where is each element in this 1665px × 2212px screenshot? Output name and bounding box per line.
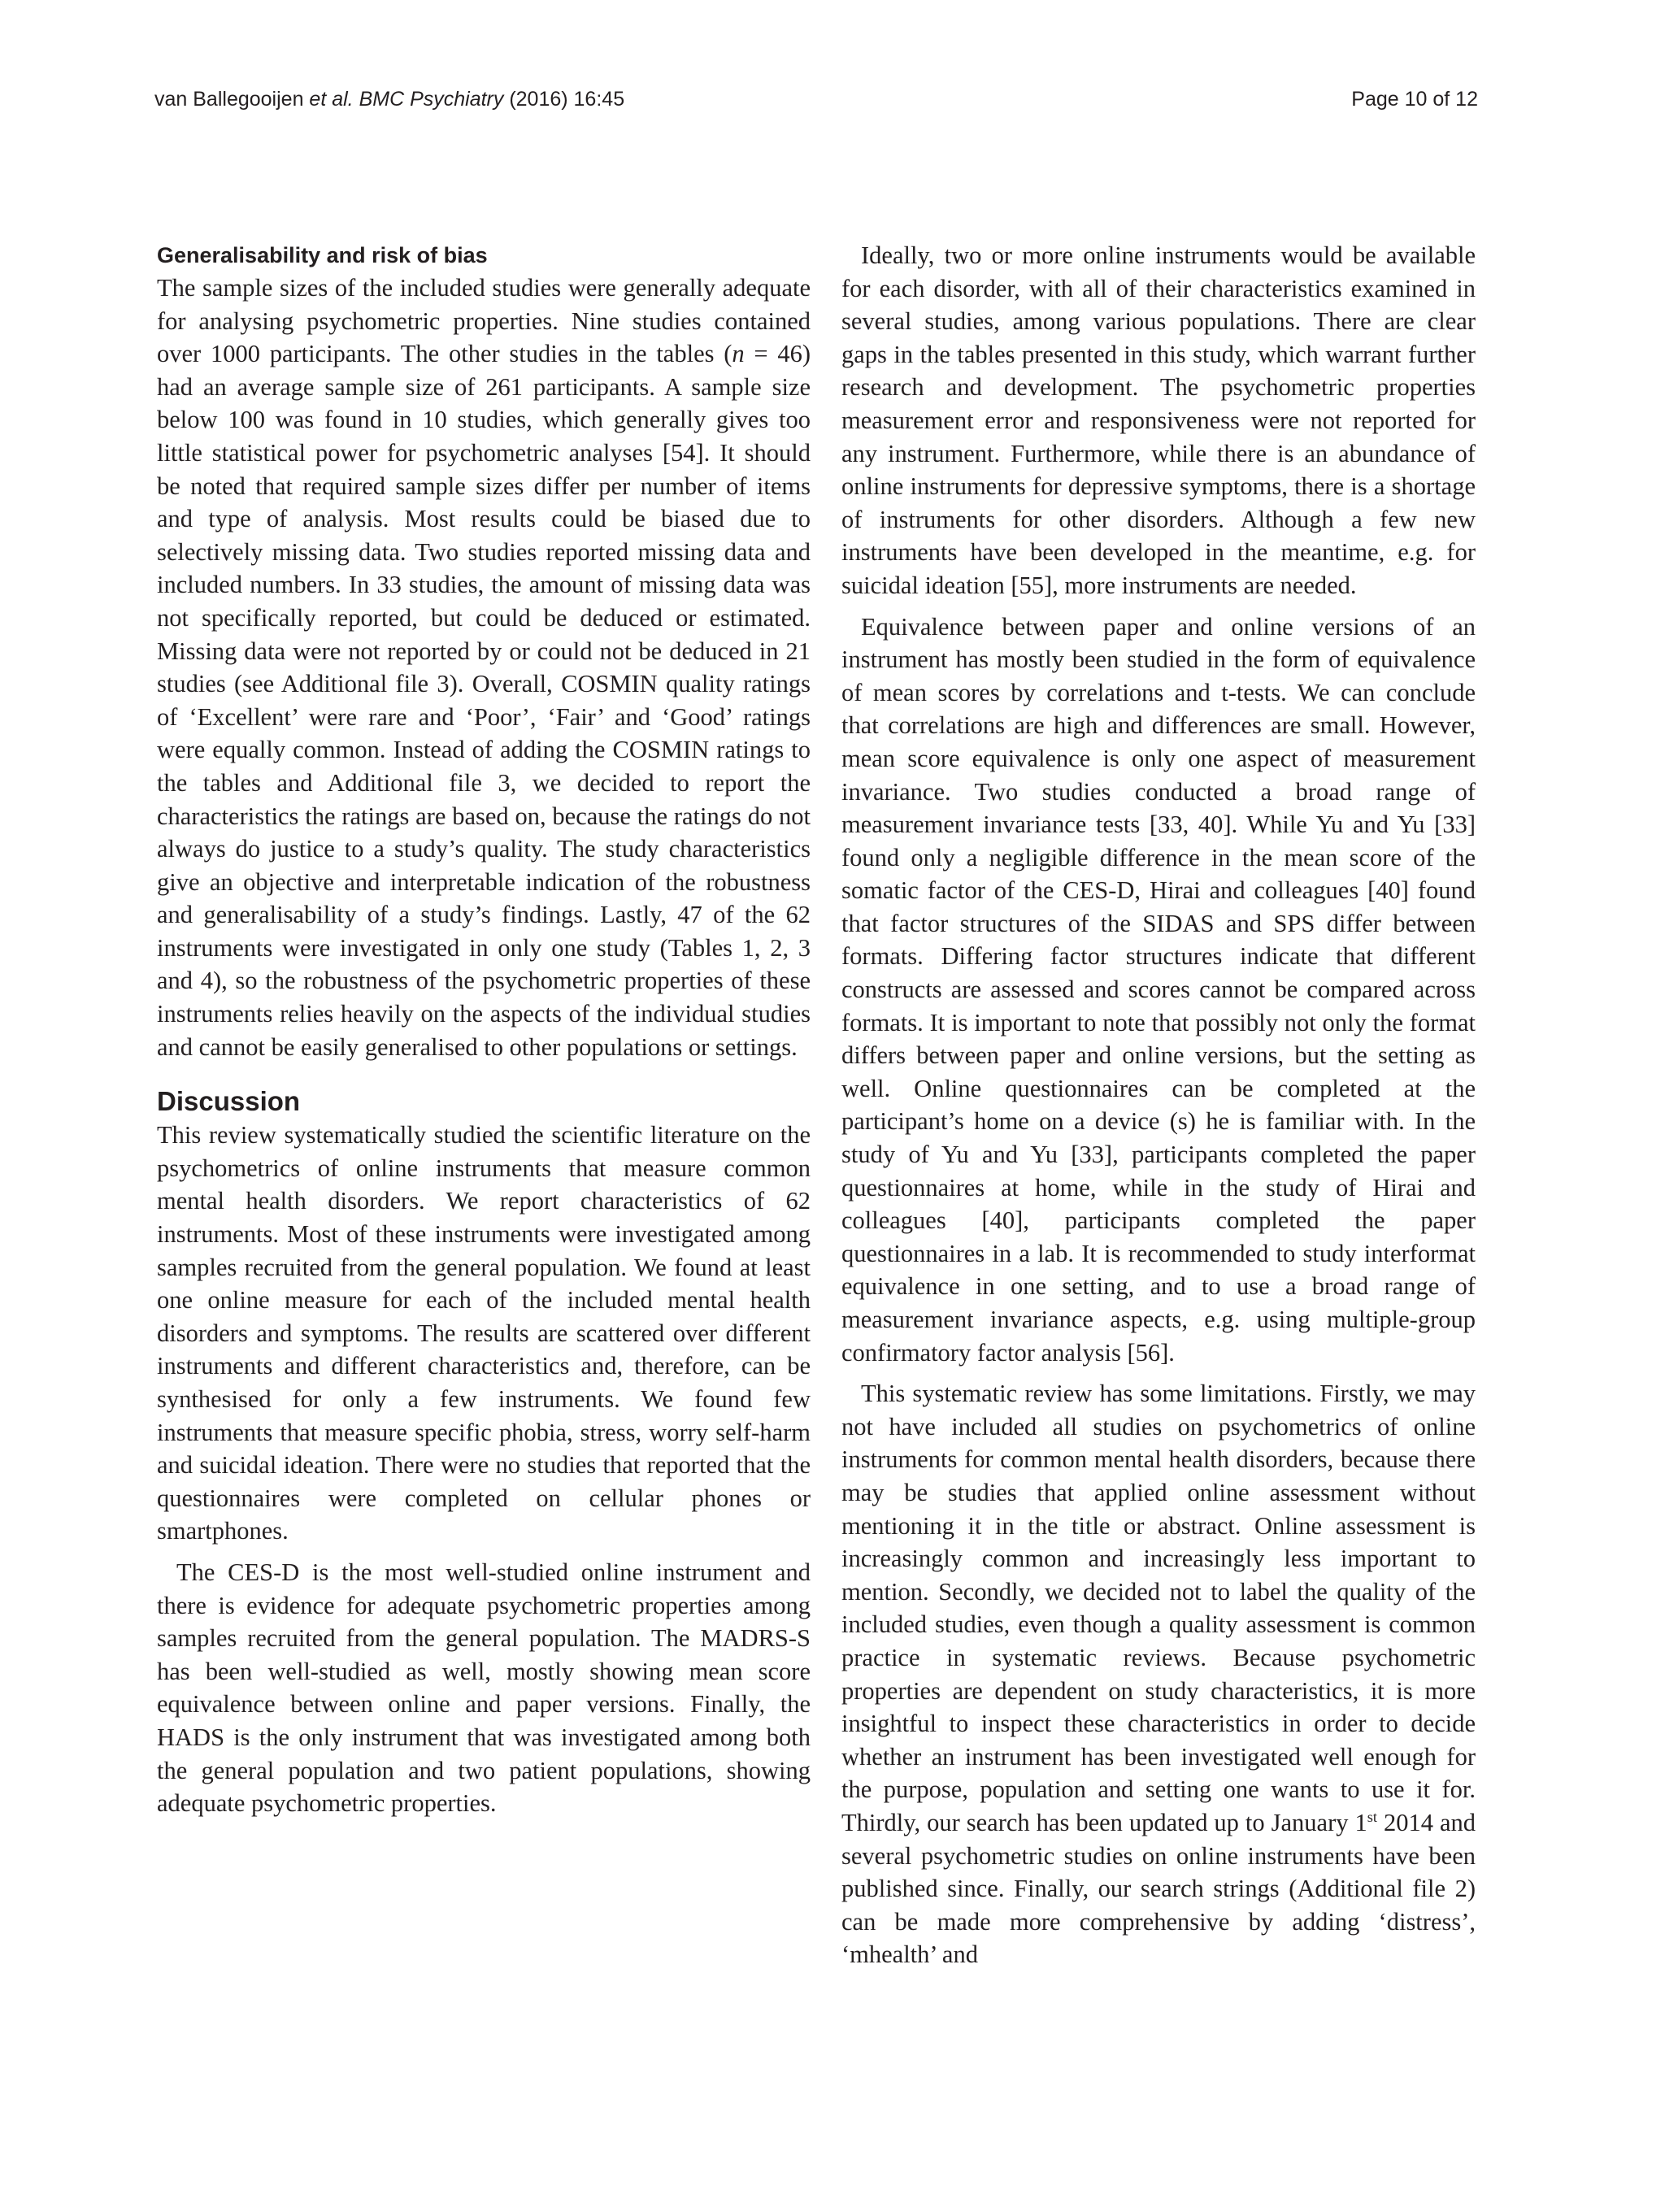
paragraph (157, 272, 811, 1063)
section-heading: Discussion (157, 1086, 301, 1117)
citation-authors: van Ballegooijen (154, 88, 310, 111)
paragraph-text: The sample sizes of the included studies were generally adequate for analysing psychometric properties. Nine studies contained over 1000 participants. The other studies in the tables ( (157, 274, 811, 368)
paragraph-text: = 46) had an average sample size of 261 participants. A sample size below 100 was found in 10 studies, which generally gives too little statistical power for psychometric analyses [54]. It should be noted that required sample sizes differ per number of items and type of analysis. Most results could be biased due to selectively missing data. Two studies reported missing data and included numbers. In 33 studies, the amount of missing data was not specifically reported, but could be deduced or estimated. Missing data were not reported by or could not be deduced in 21 studies (see Additional file 3). Overall, COSMIN quality ratings of ‘Excellent’ were rare and ‘Poor’, ‘Fair’ and ‘Good’ ratings were equally common. Instead of adding the COSMIN ratings to the tables and Additional file 3, we decided to report the characteristics the ratings are based on, because the ratings do not always do justice to a study’s quality. The study characteristics give an objective and interpretable indication of the robustness and generalisability of a study’s findings. Lastly, 47 of the 62 instruments were investigated in only one study (Tables 1, 2, 3 and 4), so the robustness of the psychometric properties of these instruments relies heavily on the aspects of the individual studies and cannot be easily generalised to other populations or settings. (157, 340, 811, 1061)
superscript: st (1367, 1808, 1377, 1825)
paragraph-text: This systematic review has some limitations. Firstly, we may not have included all studies on psychometrics of online instruments for common mental health disorders, because there may be studies that applied online assessment without mentioning it in the title or abstract. Online assessment is increasingly common and increasingly less important to mention. Secondly, we decided not to label the quality of the included studies, even though a quality assessment is common practice in systematic reviews. Because psychometric properties are dependent on study characteristics, it is more insightful to inspect these characteristics in order to decide whether an instrument has been investigated well enough for the purpose, population and setting one wants to use it for. Thirdly, our search has been updated up to January 1 (841, 1380, 1476, 1836)
paragraph: The CES-D is the most well-studied online instrument and there is evidence for adequate psychometric properties among samples recruited from the general population. The MADRS-S has been well-studied as well, mostly showing mean score equivalence between online and paper versions. Finally, the HADS is the only instrument that was investigated among both the general population and two patient populations, showing adequate psychometric properties. (157, 1558, 811, 1818)
paragraph (841, 1377, 1476, 1971)
subsection-heading: Generalisability and risk of bias (157, 243, 488, 267)
left-column (157, 239, 811, 1820)
paragraph: Equivalence between paper and online versions of an instrument has mostly been studied in the form of equivalence of mean scores by correlations and t-tests. We can conclude that correlations are high and differences are small. However, mean score equivalence is only one aspect of measurement invariance. Two studies conducted a broad range of measurement invariance tests [33, 40]. While Yu and Yu [33] found only a negligible difference in the mean score of the somatic factor of the CES-D, Hirai and colleagues [40] found that factor structures of the SIDAS and SPS differ between formats. Differing factor structures indicate that different constructs are assessed and scores cannot be compared across formats. It is important to note that possibly not only the format differs between paper and online versions, but the setting as well. Online questionnaires can be completed at the participant’s home on a device (s) he is familiar with. In the study of Yu and Yu [33], participants completed the paper questionnaires at home, while in the study of Hirai and colleagues [40], participants completed the paper questionnaires in a lab. It is recommended to study interformat equivalence in one setting, and to use a broad range of measurement invariance aspects, e.g. using multiple-group confirmatory factor analysis [56]. (841, 612, 1476, 1367)
page-number: Page 10 of 12 (1351, 88, 1478, 111)
citation-journal: et al. BMC Psychiatry (309, 88, 504, 111)
italic-symbol: n (732, 340, 745, 368)
right-column (841, 239, 1476, 1971)
paragraph-text: 2014 and several psychometric studies on online instruments have been published since. Finally, our search strings (Additional file 2) can be made more comprehensive by adding ‘distress’, ‘mhealth’ and (841, 1808, 1476, 1969)
citation-line (154, 86, 624, 112)
paragraph: Ideally, two or more online instruments would be available for each disorder, with all of their characteristics examined in several studies, among various populations. There are clear gaps in the tables presented in this study, which warrant further research and development. The psychometric properties measurement error and responsiveness were not reported for any instrument. Furthermore, while there is an abundance of online instruments for depressive symptoms, there is a shortage of instruments for other disorders. Although a few new instruments have been developed in the meantime, e.g. for suicidal ideation [55], more instruments are needed. (841, 241, 1476, 599)
citation-volume: (2016) 16:45 (503, 88, 625, 111)
paragraph: This review systematically studied the scientific literature on the psychometrics of online instruments that measure common mental health disorders. We report characteristics of 62 instruments. Most of these instruments were investigated among samples recruited from the general population. We found at least one online measure for each of the included mental health disorders and symptoms. The results are scattered over different instruments and different characteristics and, therefore, can be synthesised for only a few instruments. We found few instruments that measure specific phobia, stress, worry self-harm and suicidal ideation. There were no studies that reported that the questionnaires were completed on cellular phones or smartphones. (157, 1121, 811, 1545)
